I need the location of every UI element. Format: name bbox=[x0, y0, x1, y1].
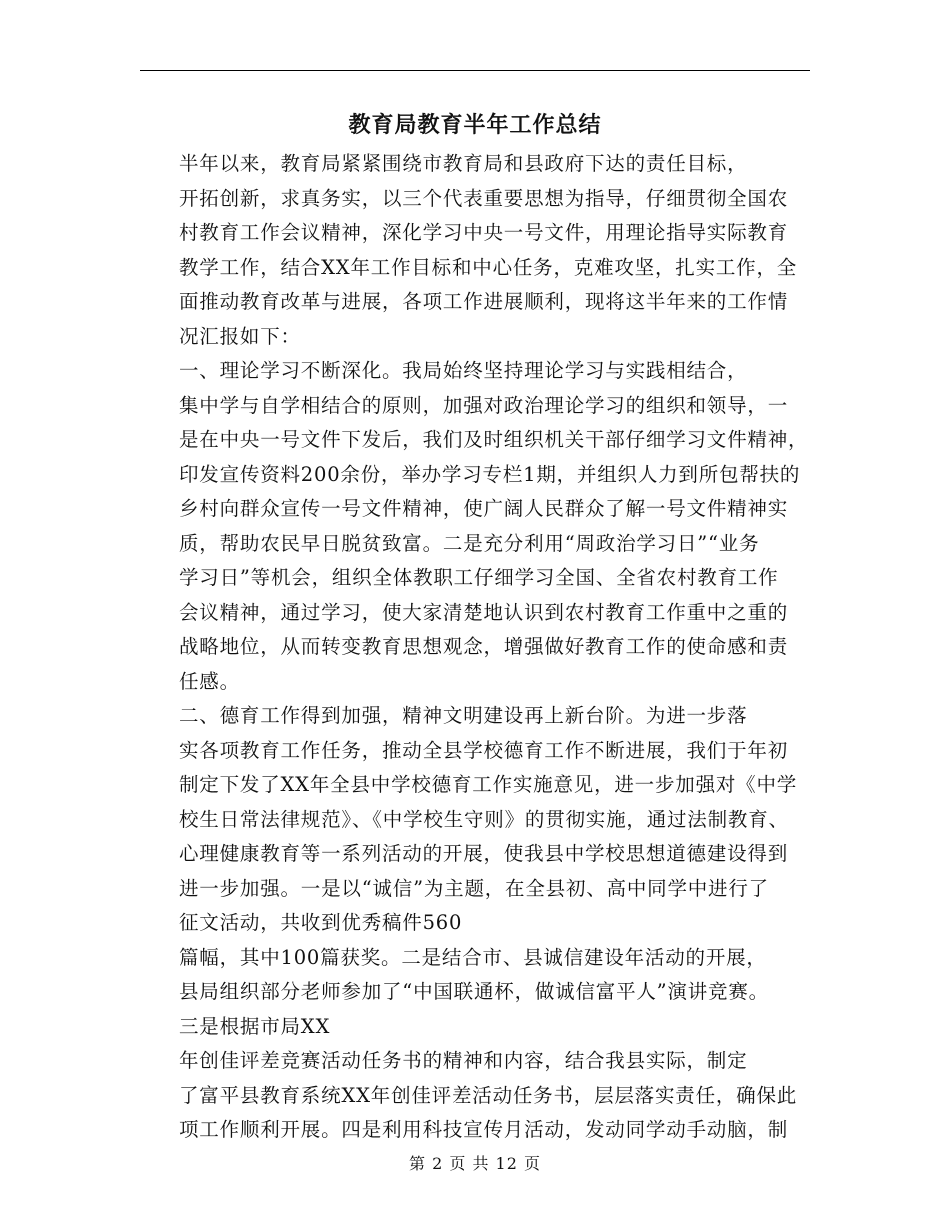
text-line: 是在中央一号文件下发后，我们及时组织机关干部仔细学习文件精神， bbox=[179, 428, 809, 451]
text-line: 集中学与自学相结合的原则，加强对政治理论学习的组织和领导，一 bbox=[179, 393, 789, 417]
paragraph-awards bbox=[140, 941, 812, 1045]
paragraph-theory-study bbox=[140, 354, 812, 699]
text-line: 教学工作，结合XX年工作目标和中心任务，克难攻坚，扎实工作，全 bbox=[179, 255, 798, 279]
text-line: 村教育工作会议精神，深化学习中央一号文件，用理论指导实际教育 bbox=[179, 221, 789, 244]
document-title: 教育局教育半年工作总结 bbox=[348, 112, 602, 138]
text-line: 会议精神，通过学习，使大家清楚地认识到农村教育工作重中之重的 bbox=[179, 600, 789, 624]
text-line: 篇幅，其中100篇获奖。二是结合市、县诚信建设年活动的开展， bbox=[179, 945, 767, 969]
header-rule bbox=[140, 70, 810, 71]
text-line: 实各项教育工作任务，推动全县学校德育工作不断进展，我们于年初 bbox=[179, 738, 789, 762]
text-line: 印发宣传资料200余份，举办学习专栏1期，并组织人力到所包帮扶的 bbox=[179, 462, 801, 486]
text-line: 进一步加强。一是以“诚信”为主题，在全县初、高中同学中进行了 bbox=[179, 876, 769, 900]
text-line: 制定下发了XX年全县中学校德育工作实施意见，进一步加强对《中学 bbox=[179, 773, 798, 796]
text-line: 战略地位，从而转变教育思想观念，增强做好教育工作的使命感和责 bbox=[179, 635, 789, 658]
text-line: 征文活动，共收到优秀稿件560 bbox=[179, 911, 463, 934]
text-line: 质，帮助农民早日脱贫致富。二是充分利用“周政治学习日”“业务 bbox=[179, 531, 760, 555]
text-line: 一、理论学习不断深化。我局始终坚持理论学习与实践相结合， bbox=[179, 359, 748, 382]
text-line: 三是根据市局XX bbox=[179, 1014, 331, 1038]
text-line: 心理健康教育等一系列活动的开展，使我县中学校思想道德建设得到 bbox=[179, 842, 789, 865]
text-line: 校生日常法律规范》、《中学校生守则》的贯彻实施，通过法制教育、 bbox=[179, 807, 789, 831]
text-line: 了富平县教育系统XX年创佳评差活动任务书，层层落实责任，确保此 bbox=[179, 1083, 798, 1107]
paragraph-evaluation-tasks bbox=[140, 1044, 812, 1148]
text-line: 县局组织部分老师参加了“中国联通杯，做诚信富平人”演讲竞赛。 bbox=[179, 980, 769, 1003]
page-number-footer: 第 2 页 共 12 页 bbox=[409, 1154, 541, 1173]
text-line: 项工作顺利开展。四是利用科技宣传月活动，发动同学动手动脑，制 bbox=[179, 1118, 789, 1141]
text-line: 任感。 bbox=[179, 669, 240, 693]
text-line: 乡村向群众宣传一号文件精神，使广阔人民群众了解一号文件精神实 bbox=[179, 497, 789, 520]
text-line: 学习日”等机会，组织全体教职工仔细学习全国、全省农村教育工作 bbox=[179, 566, 779, 589]
text-line: 开拓创新，求真务实，以三个代表重要思想为指导，仔细贯彻全国农 bbox=[179, 186, 789, 210]
text-line: 面推动教育改革与进展，各项工作进展顺利，现将这半年来的工作情 bbox=[179, 290, 789, 313]
document-body bbox=[140, 147, 812, 1148]
text-line: 况汇报如下： bbox=[179, 324, 301, 348]
paragraph-moral-education bbox=[140, 699, 812, 941]
text-line: 年创佳评差竞赛活动任务书的精神和内容，结合我县实际，制定 bbox=[179, 1049, 748, 1072]
text-line: 二、德育工作得到加强，精神文明建设再上新台阶。为进一步落 bbox=[179, 704, 748, 727]
paragraph-intro bbox=[140, 147, 812, 354]
text-line: 半年以来，教育局紧紧围绕市教育局和县政府下达的责任目标， bbox=[179, 152, 748, 175]
